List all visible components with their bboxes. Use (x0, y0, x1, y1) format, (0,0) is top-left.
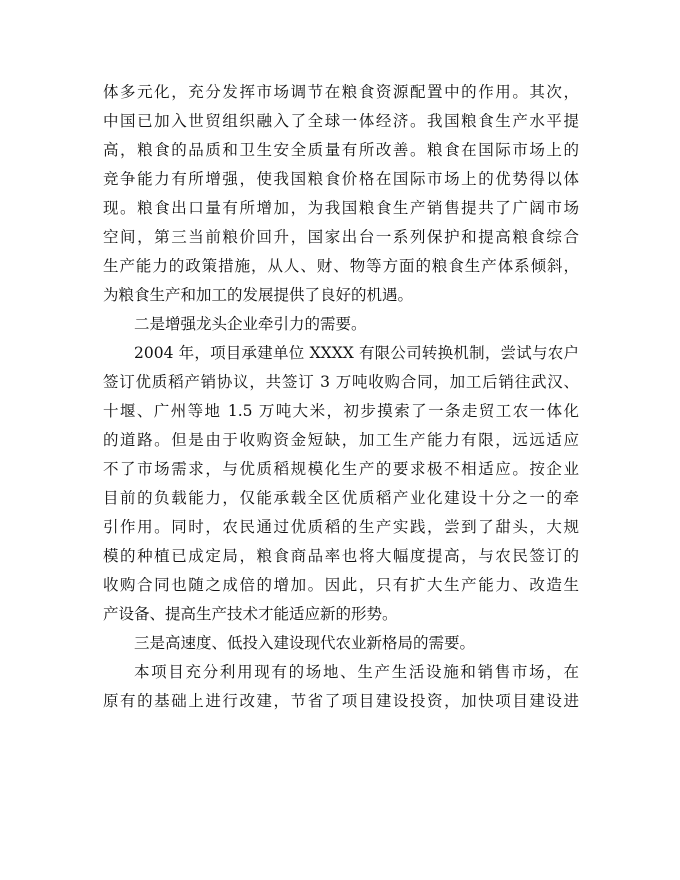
text-line: 竞争能力有所增强，使我国粮食价格在国际市场上的优势得以体 (103, 170, 579, 188)
text-line: 收购合同也随之成倍的增加。因此，只有扩大生产能力、改造生 (103, 576, 579, 594)
text-line: 不了市场需求，与优质稻规模化生产的要求极不相适应。按企业 (103, 460, 579, 478)
paragraph (103, 339, 579, 629)
text-line: 本项目充分利用现有的场地、生产生活设施和销售市场，在 (134, 663, 579, 681)
text-line: 高，粮食的品质和卫生安全质量有所改善。粮食在国际市场上的 (103, 141, 579, 159)
paragraph (103, 78, 579, 310)
text-line: 空间，第三当前粮价回升，国家出台一系列保护和提高粮食综合 (103, 228, 579, 246)
text-line: 体多元化，充分发挥市场调节在粮食资源配置中的作用。其次， (103, 83, 579, 101)
text-line: 引作用。同时，农民通过优质稻的生产实践，尝到了甜头，大规 (103, 518, 579, 536)
text-line: 十堰、广州等地 1.5 万吨大米，初步摸索了一条走贸工农一体化 (103, 402, 579, 420)
paragraph (103, 629, 579, 658)
text-line: 原有的基础上进行改建，节省了项目建设投资，加快项目建设进 (103, 692, 579, 710)
paragraph (103, 310, 579, 339)
text-line: 目前的负载能力，仅能承载全区优质稻产业化建设十分之一的牵 (103, 489, 579, 507)
text-line: 为粮食生产和加工的发展提供了良好的机遇。 (103, 286, 414, 304)
text-line: 二是增强龙头企业牵引力的需要。 (134, 315, 367, 333)
text-line: 生产能力的政策措施，从人、财、物等方面的粮食生产体系倾斜， (103, 257, 579, 275)
text-line: 产设备、提高生产技术才能适应新的形势。 (103, 605, 398, 623)
text-line: 中国已加入世贸组织融入了全球一体经济。我国粮食生产水平提 (103, 112, 579, 130)
text-line: 模的种植已成定局，粮食商品率也将大幅度提高，与农民签订的 (103, 547, 579, 565)
text-line: 的道路。但是由于收购资金短缺，加工生产能力有限，远远适应 (103, 431, 579, 449)
text-line: 签订优质稻产销协议，共签订 3 万吨收购合同，加工后销往武汉、 (103, 373, 579, 391)
text-line: 2004 年，项目承建单位 XXXX 有限公司转换机制，尝试与农户 (134, 344, 579, 362)
text-line: 现。粮食出口量有所增加，为我国粮食生产销售提共了广阔市场 (103, 199, 579, 217)
paragraph (103, 658, 579, 716)
text-line: 三是高速度、低投入建设现代农业新格局的需要。 (134, 634, 476, 652)
document-body (103, 78, 579, 716)
